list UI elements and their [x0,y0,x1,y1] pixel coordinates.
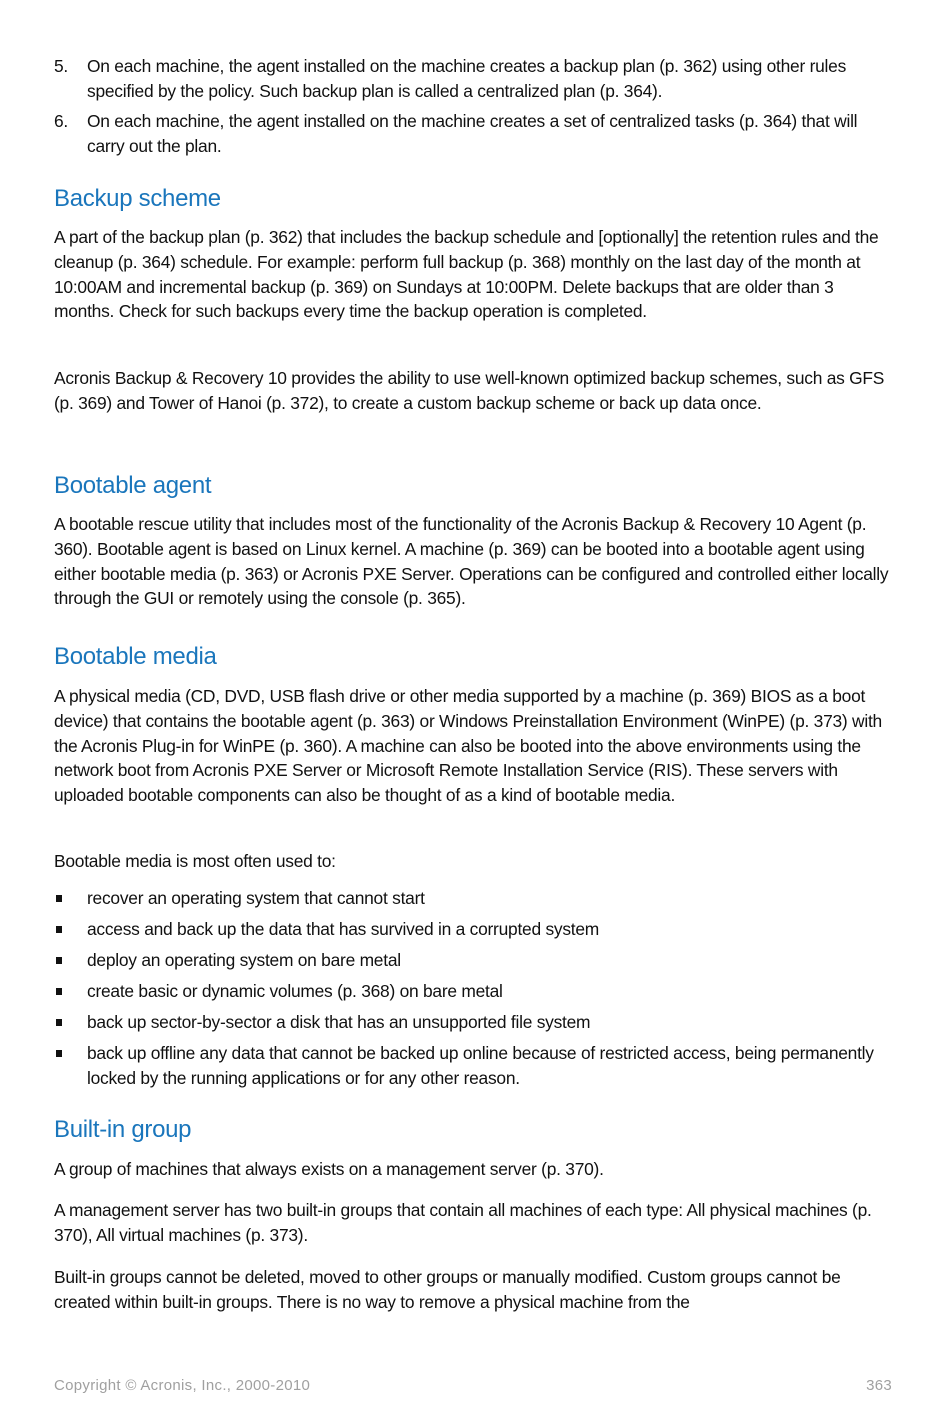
heading-bootable-agent: Bootable agent [54,472,212,499]
copyright-text: Copyright © Acronis, Inc., 2000-2010 [54,1377,311,1394]
item-text: On each machine, the agent installed on the machine creates a set of centralized tasks (p. 364) that will carry out the plan. [87,111,858,156]
item-text: On each machine, the agent installed on the machine creates a backup plan (p. 362) using other rules specified by the policy. Such backup plan is called a centralized plan (p. 364). [87,56,847,101]
bullet-text: create basic or dynamic volumes (p. 368) on bare metal [87,981,503,1001]
paragraph: A physical media (CD, DVD, USB flash drive or other media supported by a machine (p. 369) BIOS as a boot device) that contains the bootable agent (p. 363) or Windows Preinstallation Environment (WinPE) (p. 373) with the Acronis Plug-in for WinPE (p. 360). A machine can also be booted into the above environments using the network boot from Acronis PXE Server or Microsoft Remote Installation Service (RIS). These servers with uploaded bootable components can also be thought of as a kind of bootable media. [54,686,882,806]
item-number: 5. [54,56,69,76]
bullet-text: access and back up the data that has survived in a corrupted system [87,919,600,939]
numbered-item-5 [54,54,894,104]
bullet-text: back up offline any data that cannot be backed up online because of restricted access, being permanently locked by the running applications or for any other reason. [87,1043,874,1088]
bullet-item [54,979,894,1004]
square-bullet-icon [56,1019,62,1026]
square-bullet-icon [56,926,62,933]
paragraph: A management server has two built-in groups that contain all machines of each type: All physical machines (p. 370), All virtual machines (p. 373). [54,1200,872,1245]
bullet-text: recover an operating system that cannot start [87,888,425,908]
paragraph: Acronis Backup & Recovery 10 provides the ability to use well-known optimized backup schemes, such as GFS (p. 369) and Tower of Hanoi (p. 372), to create a custom backup scheme or back up data once. [54,368,885,413]
bullet-item [54,1010,894,1035]
page-number: 363 [866,1377,892,1394]
numbered-item-6 [54,109,894,159]
paragraph: A group of machines that always exists on a management server (p. 370). [54,1159,604,1179]
heading-bootable-media: Bootable media [54,643,217,670]
heading-built-in-group: Built-in group [54,1116,192,1143]
square-bullet-icon [56,895,62,902]
bullet-item [54,886,894,911]
paragraph: A bootable rescue utility that includes most of the functionality of the Acronis Backup & Recovery 10 Agent (p. 360). Bootable agent is based on Linux kernel. A machine (p. 369) can be booted into a bootable agent using either bootable media (p. 363) or Acronis PXE Server. Operations can be configured and controlled either locally through the GUI or remotely using the console (p. 365). [54,514,889,609]
heading-backup-scheme: Backup scheme [54,185,221,212]
paragraph: Built-in groups cannot be deleted, moved to other groups or manually modified. Custom groups cannot be created within built-in groups. There is no way to remove a physical machine from the [54,1267,841,1312]
bullet-text: deploy an operating system on bare metal [87,950,401,970]
bullet-item [54,1041,894,1091]
page-footer [54,1377,892,1394]
item-number: 6. [54,111,69,131]
bullet-item [54,948,894,973]
paragraph: A part of the backup plan (p. 362) that includes the backup schedule and [optionally] the retention rules and the cleanup (p. 364) schedule. For example: perform full backup (p. 368) monthly on the last day of the month at 10:00AM and incremental backup (p. 369) on Sundays at 10:00PM. Delete backups that are older than 3 months. Check for such backups every time the backup operation is completed. [54,227,879,322]
square-bullet-icon [56,1050,62,1057]
square-bullet-icon [56,988,62,995]
paragraph: Bootable media is most often used to: [54,851,336,871]
bullet-text: back up sector-by-sector a disk that has an unsupported file system [87,1012,591,1032]
bullet-item [54,917,894,942]
square-bullet-icon [56,957,62,964]
